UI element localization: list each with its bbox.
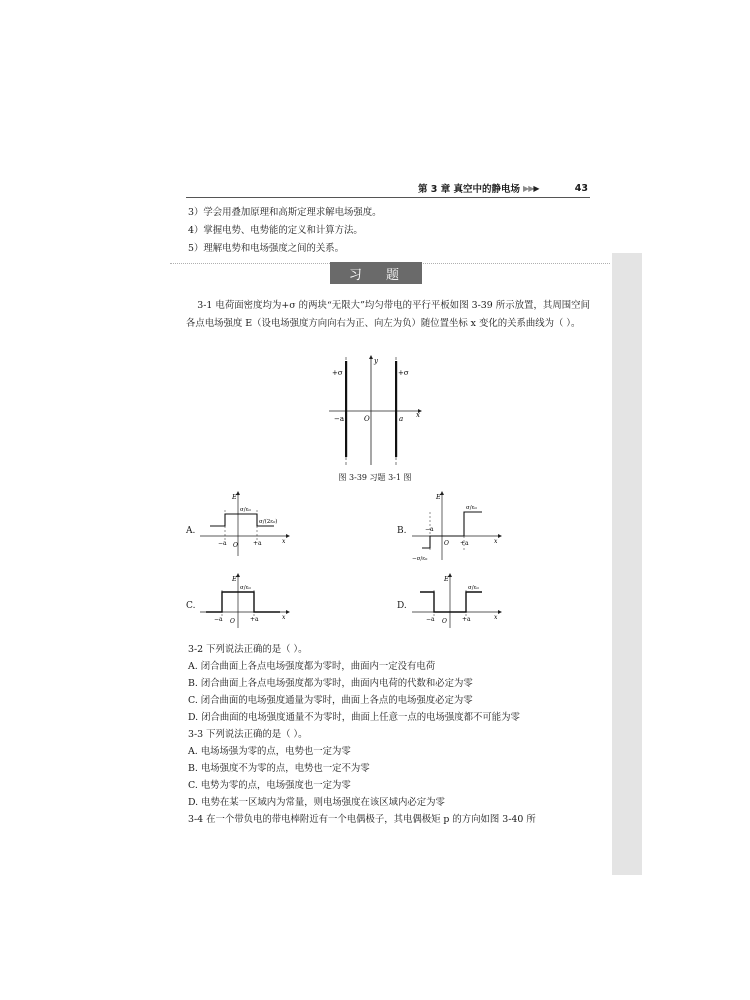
graph-label: O — [230, 618, 235, 625]
option-letter-d: D. — [397, 601, 407, 611]
problem-3-3-option: D. 电势在某一区域内为常量，则电场强度在该区域内必定为零 — [188, 797, 445, 808]
header-rule — [186, 197, 590, 198]
graph-label: σ/ε₀ — [468, 585, 479, 591]
chevron-arrows-icon: ▶▶▶ — [523, 183, 539, 193]
option-letter-a: A. — [186, 526, 196, 536]
neg-a-label: −a — [334, 415, 345, 423]
option-graph-c — [200, 572, 290, 630]
sigma-right-label: +σ — [398, 369, 409, 377]
pos-a-label: a — [399, 415, 404, 423]
graph-label: σ/ε₀ — [240, 507, 251, 513]
graph-label: O — [444, 540, 449, 547]
option-graph-b — [412, 490, 502, 564]
graph-label: σ/ε₀ — [466, 505, 477, 511]
objective-item: 3）学会用叠加原理和高斯定理求解电场强度。 — [188, 207, 382, 218]
graph-label: σ/ε₀ — [240, 585, 251, 591]
running-header — [418, 180, 588, 196]
graph-label: −a — [426, 616, 435, 623]
problem-3-3-option: A. 电场场强为零的点，电势也一定为零 — [188, 746, 351, 757]
graph-label: E — [232, 575, 237, 583]
chapter-title: 第 3 章 真空中的静电场 — [418, 184, 521, 195]
graph-label: x — [494, 538, 498, 545]
graph-label: E — [232, 493, 237, 501]
y-axis-label: y — [374, 357, 378, 365]
problem-3-2-option: B. 闭合曲面上各点电场强度都为零时，曲面内电荷的代数和必定为零 — [188, 678, 473, 689]
graph-label: x — [494, 614, 498, 621]
problem-3-2-option: C. 闭合曲面的电场强度通量为零时，曲面上各点的电场强度必定为零 — [188, 695, 473, 706]
x-axis-label: x — [416, 411, 420, 419]
problem-3-1: 3-1 电荷面密度均为+σ 的两块“无限大”均匀带电的平行平板如图 3-39 所示放置，其周围空间各点电场强度 E（设电场强度方向向右为正、向左为负）随位置坐标 x 变化的关系曲线为（ ）。 — [186, 300, 590, 329]
problem-3-3-stem: 3-3 下列说法正确的是（ ）。 — [188, 729, 308, 740]
figure-3-39 — [326, 355, 426, 467]
objective-item: 5）理解电势和电场强度之间的关系。 — [188, 243, 344, 254]
origin-label: O — [364, 415, 370, 423]
problem-3-3-option: C. 电势为零的点，电场强度也一定为零 — [188, 780, 351, 791]
graph-label: −σ/ε₀ — [412, 556, 428, 562]
figure-caption: 图 3-39 习题 3-1 图 — [338, 473, 412, 482]
problem-3-4: 3-4 在一个带负电的带电棒附近有一个电偶极子，其电偶极矩 p 的方向如图 3-40 所 — [188, 814, 536, 825]
graph-label: x — [282, 614, 286, 621]
graph-label: +a — [460, 540, 469, 547]
graph-label: σ/(2ε₀) — [259, 519, 278, 525]
graph-label: −a — [218, 540, 227, 547]
sigma-left-label: +σ — [332, 369, 343, 377]
option-letter-b: B. — [397, 526, 407, 536]
graph-label: E — [436, 493, 441, 501]
option-graph-a — [200, 490, 290, 558]
problem-3-2-stem: 3-2 下列说法正确的是（ ）。 — [188, 644, 308, 655]
option-graph-d — [412, 572, 502, 630]
problem-3-3-option: B. 电场强度不为零的点，电势也一定不为零 — [188, 763, 370, 774]
graph-label: O — [442, 618, 447, 625]
graph-label: −a — [214, 616, 223, 623]
objective-item: 4）掌握电势、电势能的定义和计算方法。 — [188, 225, 363, 236]
option-letter-c: C. — [186, 601, 196, 611]
graph-label: +a — [250, 616, 259, 623]
problem-3-2-option: A. 闭合曲面上各点电场强度都为零时，曲面内一定没有电荷 — [188, 661, 436, 672]
graph-label: −a — [425, 526, 434, 533]
graph-label: O — [233, 542, 238, 549]
page-number: 43 — [574, 182, 588, 194]
graph-label: +a — [253, 540, 262, 547]
section-title: 习 题 — [330, 262, 422, 284]
graph-label: x — [282, 538, 286, 545]
problem-3-2-option: D. 闭合曲面的电场强度通量不为零时，曲面上任意一点的电场强度都不可能为零 — [188, 712, 520, 723]
graph-label: +a — [462, 616, 471, 623]
side-tab — [612, 253, 642, 875]
graph-label: E — [444, 575, 449, 583]
